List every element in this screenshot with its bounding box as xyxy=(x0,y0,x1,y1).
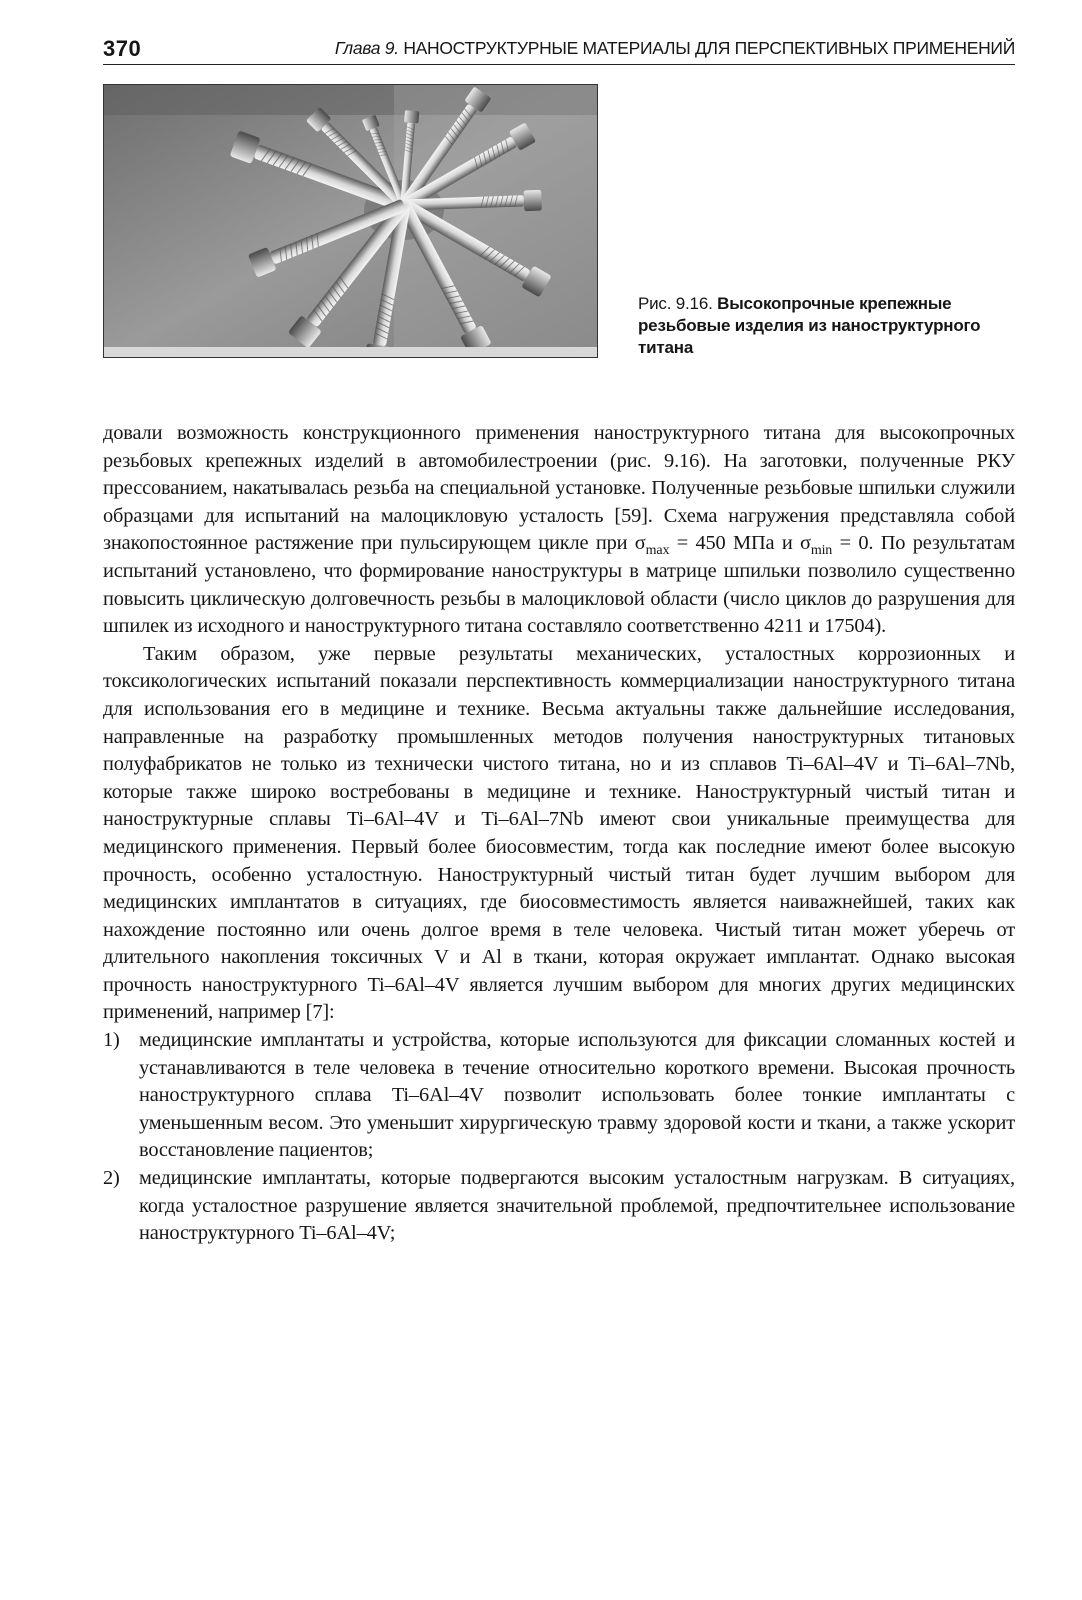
paragraph-2: Таким образом, уже первые результаты механических, усталостных коррозионных и токсикологических испытаний показали перспективность коммерциализации наноструктурного титана для использования его в медицине и технике. Весьма актуальны также дальнейшие исследования, направленные на разработку промышленных методов получения наноструктурных титановых полуфабрикатов не только из технически чистого титана, но и из сплавов Ti–6Al–4V и Ti–6Al–7Nb, которые также широко востребованы в медицине и технике. Наноструктурный чистый титан и наноструктурные сплавы Ti–6Al–4V и Ti–6Al–7Nb имеют свои уникальные преимущества для медицинского применения. Первый более биосовместим, тогда как последние имеют более высокую прочность, особенно усталостную. Наноструктурный чистый титан будет лучшим выбором для медицинских имплантатов в ситуациях, где биосовместимость является наиважнейшей, таких как нахождение постоянно или очень долгое время в теле человека. Чистый титан может уберечь от длительного накопления токсичных V и Al в ткани, которая окружает имплантат. Однако высокая прочность наноструктурного Ti–6Al–4V является лучшим выбором для многих других медицинских применений, например [7]: xyxy=(103,642,1015,1024)
numbered-list xyxy=(103,1027,1015,1248)
list-item-number: 2) xyxy=(103,1167,120,1190)
chapter-title: НАНОСТРУКТУРНЫЕ МАТЕРИАЛЫ ДЛЯ ПЕРСПЕКТИВНЫХ ПРИМЕНЕНИЙ xyxy=(403,38,1015,58)
figure-photo xyxy=(103,84,598,358)
running-header xyxy=(103,34,1015,70)
list-item-number: 1) xyxy=(103,1029,120,1052)
running-title xyxy=(335,38,1015,59)
page-number: 370 xyxy=(103,36,142,61)
paragraph-1-part-a: довали возможность конструкционного применения наноструктурного титана для высокопрочных резьбовых крепежных изделий в автомобилестроении (рис. 9.16). На заготовки, полученные РКУ прессованием, накатывалась резьба на специальной установке. Полученные резьбовые шпильки служили образцами для испытаний на малоцикловую усталость [59]. Схема нагружения представляла собой знакопостоянное растяжение при пульсирующем цикле при σ xyxy=(103,422,1015,555)
chapter-prefix: Глава 9. xyxy=(334,38,399,58)
body-text xyxy=(103,420,1015,1248)
paragraph-1-part-b: = 450 МПа и σ xyxy=(669,532,811,555)
figure-caption xyxy=(638,293,1018,359)
paragraph-1-part-c: = 0. По результатам испытаний установлено, что формирование наноструктуры в матрице шпильки позволило существенно повысить циклическую долговечность резьбы в малоцикловой области (число циклов до разрушения для шпилек из исходного и наноструктурного титана составляло соответственно 4211 и 17504). xyxy=(103,532,1015,638)
list-item xyxy=(103,1027,1015,1165)
caption-label: Рис. 9.16. xyxy=(638,294,713,313)
list-item-text: медицинские имплантаты, которые подвергаются высоким усталостным нагрузкам. В ситуациях, когда усталостное разрушение является значительной проблемой, предпочтительнее использование наноструктурного Ti–6Al–4V; xyxy=(139,1167,1015,1245)
sigma-min-subscript: min xyxy=(810,543,833,559)
header-rule xyxy=(103,64,1015,65)
sigma-max-subscript: max xyxy=(645,543,670,559)
list-item-text: медицинские имплантаты и устройства, которые используются для фиксации сломанных костей и устанавливаются в теле человека в течение относительно короткого времени. Высокая прочность наноструктурного сплава Ti–6Al–4V позволит использовать более тонкие имплантаты с уменьшенным весом. Это уменьшит хирургическую травму здоровой кости и ткани, а также ускорит восстановление пациентов; xyxy=(139,1029,1015,1162)
paragraph-1 xyxy=(103,420,1015,641)
list-item xyxy=(103,1165,1015,1248)
titanium-bolts-photo-icon xyxy=(104,85,597,357)
caption-text: Высокопрочные крепежные резьбовые изделия из наноструктурного титана xyxy=(638,294,981,357)
